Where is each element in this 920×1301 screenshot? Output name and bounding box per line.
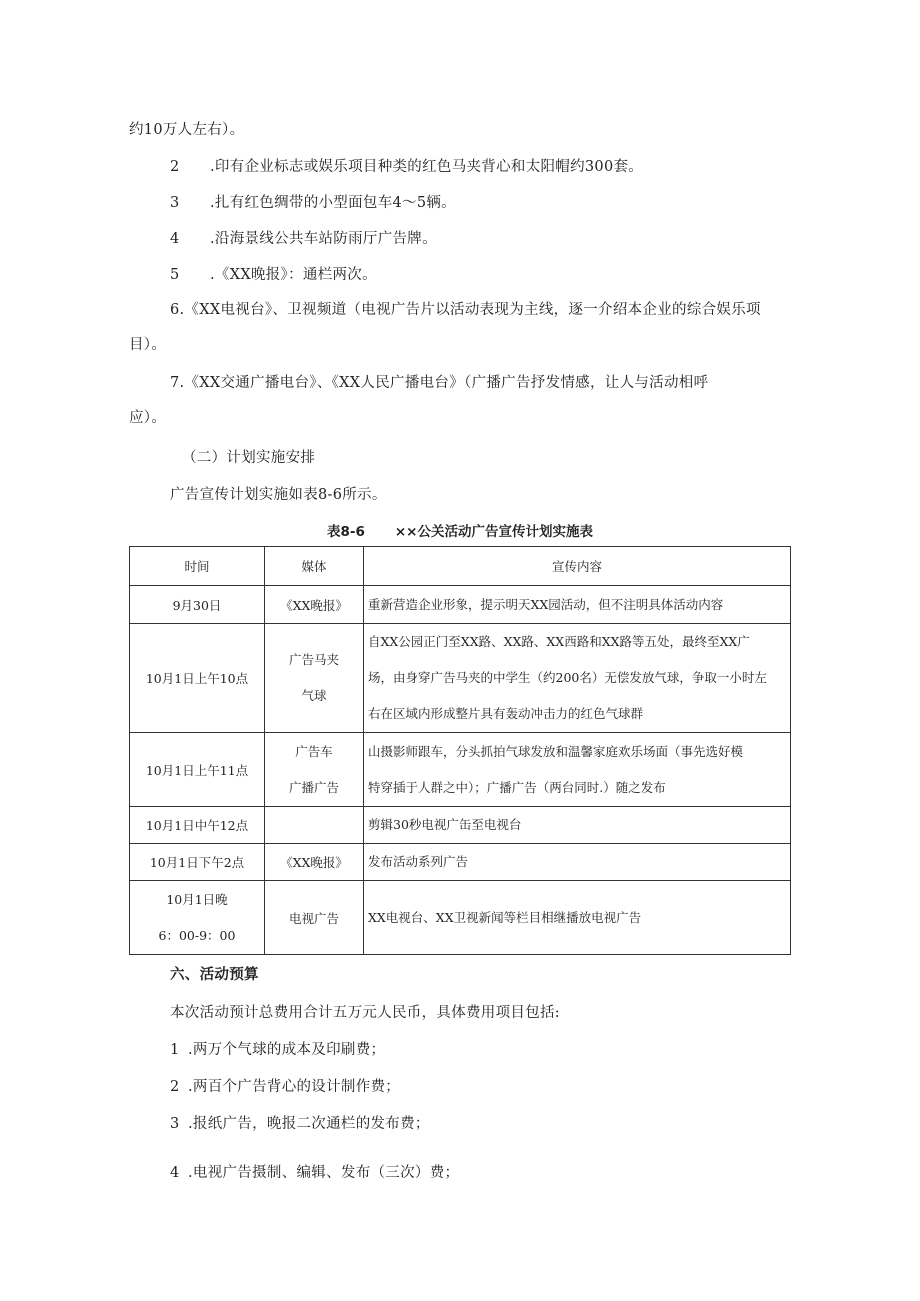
cell-text: 右在区域内形成整片具有轰动冲击力的红色气球群 — [368, 706, 644, 721]
cell-content — [364, 844, 791, 881]
cell-text: 剪辑30秒电视广缶至电视台 — [368, 817, 522, 832]
list-text: .印有企业标志或娱乐项目种类的红色马夹背心和太阳帽约300套。 — [210, 159, 644, 175]
cell-media — [265, 807, 364, 844]
cell-text: 特穿插于人群之中）；广播广告（两台同时.）随之发布 — [368, 779, 666, 795]
body-text-line: 应）。 — [129, 410, 167, 426]
header-time: 时间 — [130, 547, 265, 586]
cell-text: XX电视台、XX卫视新闻等栏目相继播放电视广告 — [368, 909, 642, 925]
cell-time — [130, 807, 265, 844]
table-title: ××公关活动广告宣传计划实施表 — [394, 524, 593, 540]
list-text: .扎有红色绸带的小型面包车4～5辆。 — [210, 195, 456, 211]
list-item — [170, 1038, 385, 1059]
header-content: 宣传内容 — [364, 547, 791, 586]
body-text-line: 6.《XX电视台》、卫视频道（电视广告片以活动表现为主线，逐一介绍本企业的综合娱乐项 — [170, 302, 761, 318]
cell-media — [265, 733, 364, 807]
list-text: .《XX晚报》：通栏两次。 — [210, 267, 377, 283]
header-media: 媒体 — [265, 547, 364, 586]
cell-media — [265, 624, 364, 733]
cell-time — [130, 844, 265, 881]
plan-table — [129, 546, 791, 955]
cell-content — [364, 624, 791, 733]
budget-intro: 本次活动预计总费用合计五万元人民币，具体费用项目包括: — [170, 1005, 560, 1021]
list-number: 3 — [170, 1116, 180, 1132]
cell-text: 9月30日 — [172, 597, 222, 613]
body-text-line: 广告宣传计划实施如表8-6所示。 — [170, 487, 387, 503]
list-text: .两万个气球的成本及印刷费； — [188, 1042, 386, 1058]
list-number: 1 — [170, 1042, 180, 1058]
cell-content — [364, 881, 791, 955]
list-number: 4 — [170, 231, 180, 247]
list-item — [170, 1075, 400, 1096]
list-number: 2 — [170, 159, 180, 175]
cell-text: 自XX公园正门至XX路、XX路、XX西路和XX路等五处，最终至XX广 — [368, 634, 750, 649]
cell-content — [364, 807, 791, 844]
cell-text: 6：00-9：00 — [158, 927, 236, 943]
cell-text: 广告车 — [295, 743, 333, 759]
cell-time — [130, 881, 265, 955]
cell-time — [130, 624, 265, 733]
cell-text: 10月1日晚 — [166, 891, 228, 907]
cell-text: 发布活动系列广告 — [368, 854, 469, 869]
cell-time — [130, 586, 265, 624]
list-text: .两百个广告背心的设计制作费； — [188, 1079, 401, 1095]
cell-content — [364, 733, 791, 807]
cell-text: 广告马夹 — [288, 652, 339, 667]
list-item — [170, 155, 643, 176]
cell-text: 场，由身穿广告马夹的中学生（约200名）无偿发放气球，争取一小时左 — [368, 670, 767, 685]
cell-content — [364, 586, 791, 624]
cell-text: 《XX晚报》 — [280, 855, 348, 870]
body-text-line: 7.《XX交通广播电台》、《XX人民广播电台》（广播广告抒发情感，让人与活动相呼 — [170, 375, 709, 391]
table-row — [130, 881, 791, 955]
cell-text: 重新营造企业形象，提示明天XX园活动，但不注明具体活动内容 — [368, 596, 724, 612]
list-item — [170, 263, 377, 284]
cell-media — [265, 881, 364, 955]
list-text: .电视广告摄制、编辑、发布（三次）费； — [188, 1165, 460, 1181]
cell-text: 电视广告 — [288, 910, 339, 926]
cell-text: 《XX晚报》 — [280, 597, 348, 613]
table-label: 表8-6 — [326, 524, 365, 540]
cell-text: 10月1日上午11点 — [145, 762, 249, 778]
list-item — [170, 227, 437, 248]
table-caption — [0, 520, 920, 540]
cell-media — [265, 586, 364, 624]
cell-text: 10月1日上午10点 — [145, 671, 249, 686]
list-item — [170, 191, 456, 212]
table-row — [130, 733, 791, 807]
table-header-row — [130, 547, 791, 586]
list-number: 3 — [170, 195, 180, 211]
list-text: .沿海景线公共车站防雨厅广告牌。 — [210, 231, 437, 247]
cell-text: 气球 — [301, 688, 327, 703]
cell-time — [130, 733, 265, 807]
cell-media — [265, 844, 364, 881]
table-row — [130, 586, 791, 624]
cell-text: 10月1日中午12点 — [145, 818, 249, 833]
cell-text: 广播广告 — [288, 779, 339, 795]
body-text-line: 约10万人左右）。 — [129, 122, 245, 138]
cell-text: 山摄影师跟车，分头抓拍气球发放和温馨家庭欢乐场面（事先选好模 — [368, 743, 744, 759]
cell-text: 10月1日下午2点 — [149, 855, 245, 870]
list-item — [170, 1112, 430, 1133]
list-number: 5 — [170, 267, 180, 283]
budget-heading: 六、活动预算 — [170, 967, 259, 983]
list-item — [170, 1161, 459, 1182]
table-row — [130, 844, 791, 881]
list-text: .报纸广告，晚报二次通栏的发布费； — [188, 1116, 430, 1132]
list-number: 4 — [170, 1165, 180, 1181]
body-text-line: 目）。 — [129, 337, 167, 353]
table-row — [130, 624, 791, 733]
table-row — [130, 807, 791, 844]
list-number: 2 — [170, 1079, 180, 1095]
section-heading: （二）计划实施安排 — [182, 450, 316, 466]
